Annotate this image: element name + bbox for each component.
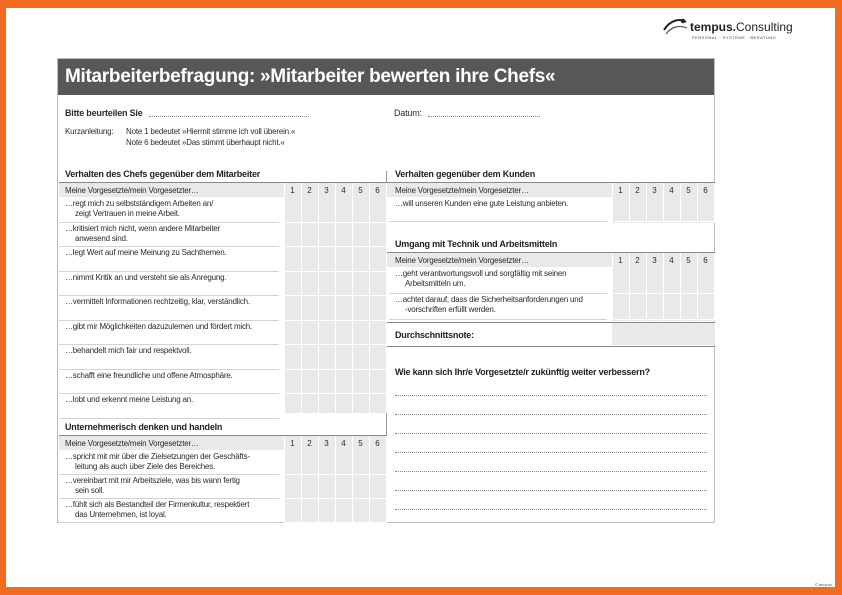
- answer-line[interactable]: [395, 452, 707, 453]
- row-divider: [284, 498, 386, 499]
- grid-line: [714, 253, 715, 321]
- scale-number: 6: [703, 256, 708, 265]
- guide-label: Kurzanleitung:: [65, 127, 114, 136]
- row-divider: [59, 271, 279, 272]
- grid-line: [646, 253, 647, 321]
- row-divider: [59, 498, 279, 499]
- question-line-1: …nimmt Kritik an und versteht sie als Anregung.: [65, 272, 227, 282]
- question-line-1: …kritisiert mich nicht, wenn andere Mitarbeiter: [65, 223, 221, 233]
- section-heading-technology: Umgang mit Technik und Arbeitsmitteln: [395, 239, 558, 249]
- question-line-2: das Unternehmen, ist loyal.: [75, 510, 167, 519]
- grid-line: [335, 183, 336, 413]
- row-divider: [59, 344, 279, 345]
- row-divider: [614, 221, 716, 222]
- logo-tagline: PERSONAL · SYSTEME · BERATUNG: [692, 35, 777, 40]
- grid-line: [318, 436, 319, 523]
- tempus-logo: [662, 12, 807, 46]
- question-line-2: zeigt Vertrauen in meine Arbeit.: [75, 209, 180, 218]
- grid-line: [663, 253, 664, 321]
- row-divider: [59, 522, 279, 523]
- grid-line: [612, 253, 613, 321]
- grid-line: [680, 183, 681, 223]
- subheader-left-2: Meine Vorgesetzte/mein Vorgesetzter…: [65, 439, 199, 448]
- grid-line: [335, 436, 336, 523]
- scale-number: 4: [669, 256, 674, 265]
- guide-line-2: Note 6 bedeutet »Das stimmt überhaupt nicht.«: [126, 138, 285, 147]
- question-line-1: …achtet darauf, dass die Sicherheitsanforderungen und: [395, 295, 583, 304]
- grid-line: [629, 183, 630, 223]
- row-divider: [59, 393, 279, 394]
- survey-form: [57, 58, 715, 523]
- grid-line: [646, 183, 647, 223]
- grid-line: [352, 436, 353, 523]
- scale-number: 5: [686, 186, 691, 195]
- grid-line: [714, 183, 715, 223]
- question-line-1: …lobt und erkennt meine Leistung an.: [65, 395, 193, 404]
- scale-number: 6: [375, 439, 380, 448]
- grid-line: [680, 253, 681, 321]
- row-divider: [284, 393, 386, 394]
- question-line-2: leitung als auch über Ziele des Bereiches.: [75, 462, 216, 471]
- row-divider: [284, 271, 386, 272]
- scale-number: 3: [324, 439, 329, 448]
- question-line-1: …spricht mit mir über die Zielsetzungen der Geschäfts-: [65, 452, 250, 461]
- question-line-1: …vereinbart mit mir Arbeitsziele, was bis wann fertig: [65, 476, 240, 485]
- row-divider: [59, 418, 279, 419]
- answer-line[interactable]: [395, 414, 707, 415]
- scale-number: 1: [290, 186, 295, 195]
- grid-line: [629, 253, 630, 321]
- answer-line[interactable]: [395, 509, 707, 510]
- answer-line[interactable]: [395, 395, 707, 396]
- divider: [387, 252, 715, 253]
- scale-number: 6: [703, 186, 708, 195]
- grid-line: [369, 183, 370, 413]
- improve-question: Wie kann sich Ihr/e Vorgesetzte/r zukünftig weiter verbessern?: [395, 367, 650, 377]
- divider: [387, 322, 715, 323]
- question-line-1: …vermittelt Informationen rechtzeitig, klar, verständlich.: [65, 297, 250, 306]
- question-line-2: anwesend sind.: [75, 233, 128, 243]
- row-divider: [284, 246, 386, 247]
- row-divider: [389, 293, 607, 294]
- grid-line: [318, 183, 319, 413]
- question-line-1: …legt Wert auf meine Meinung zu Sachthemen.: [65, 248, 227, 257]
- section-heading-customers: Verhalten gegenüber dem Kunden: [395, 169, 536, 179]
- date-field[interactable]: [428, 116, 540, 117]
- grid-line: [386, 183, 387, 413]
- row-divider: [389, 221, 607, 222]
- scale-number: 5: [358, 439, 363, 448]
- copyright: © tempus: [814, 582, 832, 587]
- question-line-1: …behandelt mich fair und respektvoll.: [65, 346, 192, 355]
- row-divider: [284, 222, 386, 223]
- scale-number: 3: [652, 186, 657, 195]
- scale-number: 4: [341, 186, 346, 195]
- row-divider: [614, 293, 716, 294]
- row-divider: [284, 474, 386, 475]
- rate-name-field[interactable]: [149, 116, 309, 117]
- guide-line-1: Note 1 bedeutet »Hiermit stimme ich voll überein.«: [126, 127, 296, 136]
- subheader-left-1: Meine Vorgesetzte/mein Vorgesetzter…: [65, 186, 199, 195]
- section-heading-behavior-staff: Verhalten des Chefs gegenüber dem Mitarbeiter: [65, 169, 261, 179]
- grid-line: [284, 183, 285, 413]
- logo-swoosh-icon: [662, 16, 688, 38]
- scale-number: 1: [290, 439, 295, 448]
- date-label: Datum:: [394, 108, 422, 118]
- question-line-2: Arbeitsmitteln um.: [405, 279, 466, 288]
- answer-line[interactable]: [395, 471, 707, 472]
- grid-line: [612, 183, 613, 223]
- average-box[interactable]: [612, 323, 715, 345]
- question-line-1: …regt mich zu selbstständigem Arbeiten an/: [65, 199, 214, 208]
- section-heading-entrepreneurial: Unternehmerisch denken und handeln: [65, 422, 223, 432]
- question-line-1: …schafft eine freundliche und offene Atmosphäre.: [65, 370, 233, 380]
- row-divider: [59, 369, 279, 370]
- question-line-1: …will unseren Kunden eine gute Leistung anbieten.: [395, 199, 568, 208]
- scale-number: 4: [669, 186, 674, 195]
- scale-number: 2: [307, 439, 312, 448]
- question-line-1: …gibt mir Möglichkeiten dazuzulernen und fördert mich.: [65, 321, 253, 331]
- grid-line: [352, 183, 353, 413]
- row-divider: [284, 344, 386, 345]
- scale-number: 5: [358, 186, 363, 195]
- row-divider: [284, 295, 386, 296]
- row-divider: [59, 295, 279, 296]
- question-line-1: …fühlt sich als Bestandteil der Firmenkultur, respektiert: [65, 500, 250, 509]
- grid-line: [663, 183, 664, 223]
- scale-number: 2: [307, 186, 312, 195]
- subheader-right-2: Meine Vorgesetzte/mein Vorgesetzter…: [395, 256, 529, 265]
- scale-number: 1: [618, 256, 623, 265]
- divider: [387, 346, 715, 347]
- divider: [59, 435, 386, 436]
- scale-number: 1: [618, 186, 623, 195]
- scale-number: 6: [375, 186, 380, 195]
- question-line-2: -vorschriften erfüllt werden.: [405, 305, 496, 314]
- subheader-right-1: Meine Vorgesetzte/mein Vorgesetzter…: [395, 186, 529, 195]
- logo-wordmark: tempus.Consulting: [690, 20, 793, 34]
- rate-label: Bitte beurteilen Sie: [65, 108, 143, 118]
- scale-number: 2: [635, 186, 640, 195]
- row-divider: [59, 320, 279, 321]
- answer-line[interactable]: [395, 490, 707, 491]
- question-line-1: …geht verantwortungsvoll und sorgfältig mit seinen: [395, 269, 567, 278]
- row-divider: [59, 246, 279, 247]
- row-divider: [284, 522, 386, 523]
- scale-number: 3: [652, 256, 657, 265]
- row-divider: [284, 320, 386, 321]
- scale-number: 3: [324, 186, 329, 195]
- row-divider: [389, 319, 607, 320]
- grid-line: [369, 436, 370, 523]
- row-divider: [284, 418, 386, 419]
- scale-number: 5: [686, 256, 691, 265]
- row-divider: [614, 319, 716, 320]
- scale-number: 4: [341, 439, 346, 448]
- row-divider: [284, 369, 386, 370]
- grid-line: [697, 253, 698, 321]
- divider: [387, 182, 715, 183]
- row-divider: [59, 474, 279, 475]
- grid-line: [301, 183, 302, 413]
- grid-line: [697, 183, 698, 223]
- scale-number: 2: [635, 256, 640, 265]
- grid-line: [386, 436, 387, 523]
- grid-line: [284, 436, 285, 523]
- question-line-2: sein soll.: [75, 486, 105, 495]
- answer-line[interactable]: [395, 433, 707, 434]
- row-divider: [59, 222, 279, 223]
- average-label: Durchschnittsnote:: [395, 330, 474, 340]
- divider: [59, 182, 386, 183]
- form-title: Mitarbeiterbefragung: »Mitarbeiter bewerten ihre Chefs«: [58, 59, 714, 95]
- grid-line: [301, 436, 302, 523]
